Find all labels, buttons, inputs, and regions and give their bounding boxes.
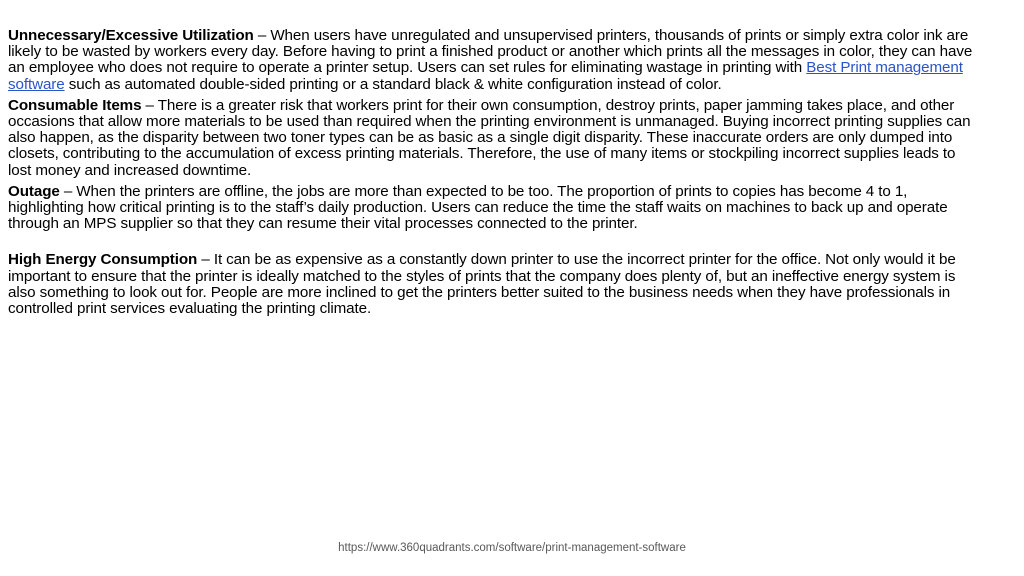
term-outage: Outage <box>8 182 60 200</box>
paragraph-high-energy-consumption <box>8 252 980 317</box>
term-high-energy-consumption: High Energy Consumption <box>8 251 198 269</box>
paragraph-consumable-items <box>8 98 980 179</box>
paragraph-unnecessary-utilization <box>8 28 980 93</box>
term-consumable-items: Consumable Items <box>8 96 142 114</box>
paragraph-text: – It can be as expensive as a constantly down printer to use the incorrect printer for the office. Not only would it be important to ensure that the printer is ideally matched to the styles of prints that the company does plenty of, but an ineffective energy system is also something to look out for. People are more inclined to get the printers better suited to the business needs when they have professionals in controlled print services evaluating the printing climate. <box>8 251 956 318</box>
paragraph-outage <box>8 184 980 233</box>
footer-url: https://www.360quadrants.com/software/print-management-software <box>338 542 686 554</box>
paragraph-text: – When the printers are offline, the jobs are more than expected to be too. The proportion of prints to copies has become 4 to 1, highlighting how critical printing is to the staff’s daily production. Users can reduce the time the staff waits on machines to back up and operate through an MPS supplier so that they can resume their vital processes connected to the printer. <box>8 182 948 233</box>
term-unnecessary-utilization: Unnecessary/Excessive Utilization <box>8 27 254 44</box>
paragraph-text: such as automated double-sided printing or a standard black & white configuration instead of color. <box>64 75 722 93</box>
slide-body <box>8 28 980 317</box>
best-print-management-software-link[interactable]: Best Print management software <box>8 59 963 93</box>
paragraph-text: – When users have unregulated and unsupervised printers, thousands of prints or simply extra color ink are likely to be wasted by workers every day. Before having to print a finished product or another which prints all the messages in color, they can have an employee who does not require to operate a printer setup. Users can set rules for eliminating wastage in printing with <box>8 27 973 77</box>
paragraph-text: – There is a greater risk that workers print for their own consumption, destroy prints, paper jamming takes place, and other occasions that allow more materials to be used than required when the printing environment is unmanaged. Buying incorrect printing supplies can also happen, as the disparity between two toner types can be as basic as a single digit disparity. These inaccurate orders are only dumped into closets, contributing to the accumulation of excess printing materials. Therefore, the use of many items or stockpiling incorrect supplies leads to lost money and increased downtime. <box>8 96 971 179</box>
